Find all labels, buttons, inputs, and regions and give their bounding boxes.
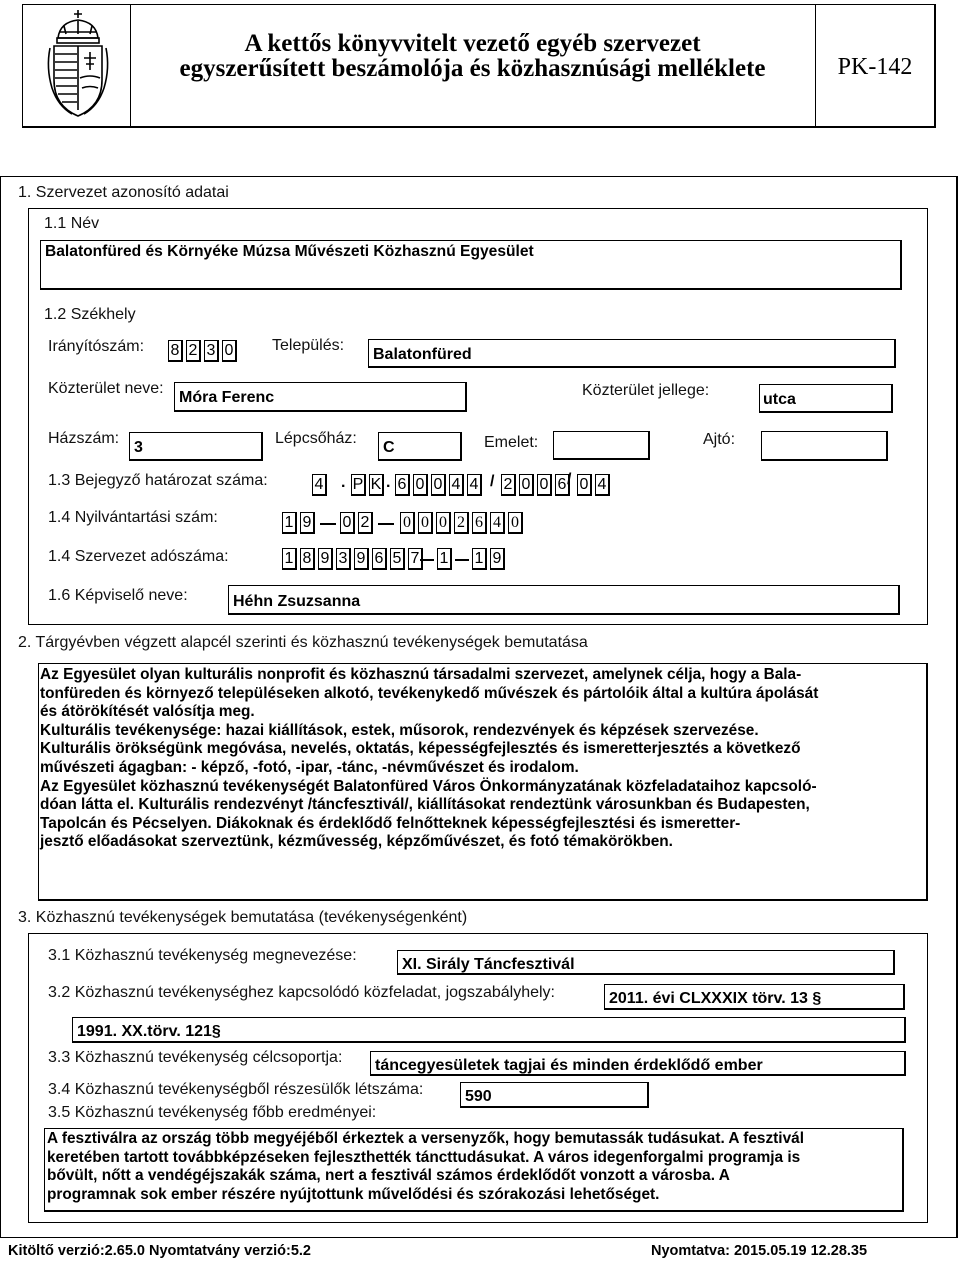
decision-number-field[interactable] [395, 474, 485, 496]
section2-textarea[interactable] [38, 663, 928, 901]
text-line: Tapolcán és Pécselyen. Diákoknak és érdeklődő felnőtteknek képességfejlesztési és ismeretter- [40, 814, 741, 832]
participants-field[interactable] [460, 1082, 649, 1108]
city-label: Település: [272, 337, 345, 354]
seat-label: 1.2 Székhely [44, 306, 136, 323]
text-line: bővült, nőtt a vendégéjszakák száma, nert a fesztivál számos érdeklődőt vonzott a városba. A [47, 1167, 730, 1185]
text-line: Az Egyesület közhasznú tevékenységét Balatonfüred Város Önkormányzatának közfeladataihoz kapcsoló- [40, 777, 817, 795]
digit-cell: 1 [282, 548, 297, 570]
digit-cell: 8 [168, 340, 183, 362]
digit-cell: 0 [508, 512, 523, 534]
section2-heading: 2. Tárgyévben végzett alapcél szerinti és közhasznú tevékenységek bemutatása [18, 634, 588, 651]
tax-label: 1.4 Szervezet adószáma: [48, 548, 229, 565]
registry-field-part3[interactable] [400, 512, 526, 534]
floor-field[interactable] [553, 431, 650, 460]
digit-cell: 3 [336, 548, 351, 570]
participants-label: 3.4 Közhasznú tevékenységből részesülők létszáma: [48, 1081, 424, 1098]
city-value: Balatonfüred [373, 346, 472, 363]
digit-cell: 5 [390, 548, 405, 570]
activity-field[interactable] [397, 950, 895, 975]
house-number-value: 3 [134, 439, 143, 456]
digit-cell: P [351, 474, 366, 496]
registry-dash [378, 523, 394, 525]
digit-cell: 7 [408, 548, 423, 570]
representative-label: 1.6 Képviselő neve: [48, 587, 188, 604]
digit-cell: 6 [395, 474, 410, 496]
digit-cell: 2 [454, 512, 469, 534]
decision-label: 1.3 Bejegyző határozat száma: [48, 472, 268, 489]
digit-cell: 4 [490, 512, 505, 534]
registry-dash [320, 523, 336, 525]
activity-value: XI. Sirály Táncfesztivál [402, 956, 575, 973]
form-title-line1: A kettős könyvvitelt vezető egyéb szervezet [244, 30, 701, 57]
participants-value: 590 [465, 1088, 492, 1105]
digit-cell: 6 [372, 548, 387, 570]
digit-cell: 2 [358, 512, 373, 534]
name-label: 1.1 Név [44, 215, 100, 232]
house-number-label: Házszám: [48, 430, 120, 447]
representative-field[interactable] [228, 585, 900, 615]
name-value: Balatonfüred és Környéke Múzsa Művészeti Közhasznú Egyesület [45, 243, 534, 260]
digit-cell: 0 [537, 474, 552, 496]
street-name-field[interactable] [174, 382, 467, 412]
tax-number-part3[interactable] [472, 548, 508, 570]
text-line: jesztő előadásokat szerveztünk, kézművesség, képzőművészet, és fotó témakörökben. [40, 833, 673, 851]
registry-label: 1.4 Nyilvántartási szám: [48, 509, 218, 526]
digit-cell: 9 [354, 548, 369, 570]
zip-label: Irányítószám: [48, 338, 145, 355]
door-field[interactable] [761, 431, 888, 461]
decision-suffix-field[interactable] [577, 474, 613, 496]
text-line: A fesztiválra az ország több megyéjéből érkeztek a versenyzők, hogy bemutassák tudásukat. A fesztivál [47, 1130, 804, 1147]
tax-number-part1[interactable] [282, 548, 426, 570]
digit-cell: 0 [340, 512, 355, 534]
section2-text [40, 666, 818, 852]
street-type-field[interactable] [759, 384, 893, 413]
decision-type-field[interactable] [351, 474, 387, 496]
tax-dash [420, 559, 434, 561]
activity-label: 3.1 Közhasznú tevékenység megnevezése: [48, 947, 357, 964]
law-field-1[interactable] [604, 984, 905, 1010]
street-type-value: utca [763, 391, 796, 408]
house-number-field[interactable] [129, 432, 263, 461]
results-text [47, 1130, 804, 1204]
text-line: programnak sok ember részére nyújtottunk művelődési és szórakozási lehetőséget. [47, 1185, 660, 1203]
target-group-field[interactable] [370, 1051, 906, 1076]
text-line: Az Egyesület olyan kulturális nonprofit és közhasznú társadalmi szervezet, amelynek célja, hogy a Bala- [40, 666, 802, 683]
digit-cell: 0 [436, 512, 451, 534]
text-line: tonfüreden és környező településeken alkotó, tevékenykedő művészek és pártolóik által a kultúra ápolását [40, 684, 819, 702]
digit-cell: 0 [577, 474, 592, 496]
section3-heading: 3. Közhasznú tevékenységek bemutatása (tevékenységenként) [18, 909, 468, 926]
digit-cell: 1 [437, 548, 452, 570]
registry-field-part2[interactable] [340, 512, 376, 534]
footer-printed: Nyomtatva: 2015.05.19 12.28.35 [651, 1243, 868, 1259]
text-line: Kulturális tevékenysége: hazai kiállítások, estek, műsorok, rendezvények és képzések szervezése. [40, 721, 759, 739]
digit-cell: 8 [300, 548, 315, 570]
street-type-label: Közterület jellege: [582, 382, 710, 399]
text-line: dóan látta el. Kulturális rendezvényt /táncfesztivál/, kiállításokat rendeztünk városunkban és Budapesten, [40, 796, 810, 814]
digit-cell: 9 [318, 548, 333, 570]
results-label: 3.5 Közhasznú tevékenység főbb eredményei: [48, 1104, 377, 1121]
digit-cell: 0 [222, 340, 237, 362]
form-code: PK-142 [837, 54, 913, 80]
digit-cell: 0 [519, 474, 534, 496]
text-line: keretében tartott továbbképzéseken fejleszthették táncttudásukat. A város idegenforgalmi programja is [47, 1148, 801, 1166]
digit-cell: 4 [595, 474, 610, 496]
decision-court-field[interactable] [312, 474, 330, 496]
digit-cell: 0 [431, 474, 446, 496]
stair-field[interactable] [378, 432, 462, 461]
law-field-2[interactable] [72, 1017, 906, 1043]
digit-cell: 6 [472, 512, 487, 534]
decision-separator: . [386, 474, 391, 491]
law-label: 3.2 Közhasznú tevékenységhez kapcsolódó közfeladat, jogszabályhely: [48, 984, 555, 1001]
section1-heading: 1. Szervezet azonosító adatai [18, 184, 229, 201]
stair-label: Lépcsőház: [275, 430, 357, 447]
law-value-2: 1991. XX.törv. 121§ [77, 1023, 221, 1040]
stair-value: C [383, 439, 395, 456]
digit-cell: 4 [312, 474, 327, 496]
law-value-1: 2011. évi CLXXXIX törv. 13 § [609, 990, 822, 1007]
digit-cell: 4 [449, 474, 464, 496]
footer-version: Kitöltő verzió:2.65.0 Nyomtatvány verzió:5.2 [8, 1243, 311, 1259]
digit-cell: 0 [418, 512, 433, 534]
decision-separator: . [341, 474, 346, 491]
digit-cell: 1 [472, 548, 487, 570]
city-field[interactable] [368, 339, 896, 368]
digit-cell: 2 [186, 340, 201, 362]
results-textarea[interactable] [44, 1128, 904, 1212]
digit-cell: 4 [467, 474, 482, 496]
decision-separator: / [567, 471, 572, 488]
street-name-label: Közterület neve: [48, 380, 164, 397]
decision-separator: / [490, 473, 495, 490]
door-label: Ajtó: [703, 431, 736, 448]
text-line: művészeti ágagban: - képző, -fotó, -ipar, -tánc, -névművészet és irodalom. [40, 758, 579, 776]
digit-cell: 0 [400, 512, 415, 534]
digit-cell: 0 [413, 474, 428, 496]
digit-cell: 9 [300, 512, 315, 534]
name-field[interactable] [40, 240, 902, 290]
floor-label: Emelet: [484, 434, 539, 451]
digit-cell: K [369, 474, 384, 496]
tax-dash [455, 559, 469, 561]
target-group-label: 3.3 Közhasznú tevékenység célcsoportja: [48, 1049, 343, 1066]
street-name-value: Móra Ferenc [179, 389, 275, 406]
decision-year-field[interactable] [501, 474, 573, 496]
target-group-value: táncegyesületek tagjai és minden érdeklődő ember [375, 1057, 763, 1074]
digit-cell: 1 [282, 512, 297, 534]
digit-cell: 2 [501, 474, 516, 496]
digit-cell: 9 [490, 548, 505, 570]
text-line: Kulturális örökségünk megóvása, nevelés, oktatás, képességfejlesztés és ismeretterjesztés a következő [40, 740, 801, 758]
digit-cell: 6 [555, 474, 570, 496]
registry-field-part1[interactable] [282, 512, 318, 534]
text-line: és átörökítését valósítja meg. [40, 703, 255, 721]
coat-of-arms-icon [44, 8, 112, 120]
representative-value: Héhn Zsuzsanna [233, 593, 361, 610]
form-title-line2: egyszerűsített beszámolója és közhasznúsági melléklete [179, 55, 766, 82]
zip-field[interactable] [168, 340, 240, 362]
digit-cell: 3 [204, 340, 219, 362]
tax-number-part2[interactable] [437, 548, 455, 570]
